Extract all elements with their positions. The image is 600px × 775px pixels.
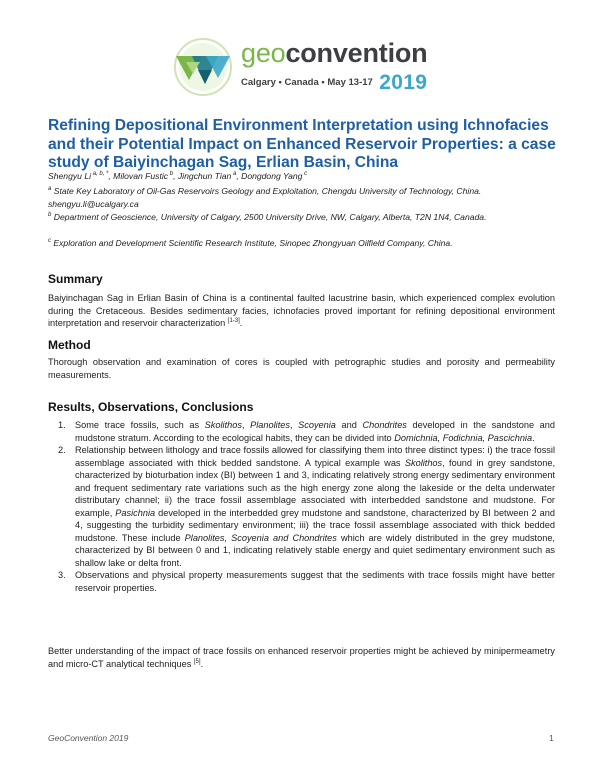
page-number: 1 xyxy=(549,733,554,743)
logo-geo: geo xyxy=(241,38,286,68)
affiliation-sup: b xyxy=(48,212,52,219)
item-text: Relationship between lithology and trace fossils allowed for classifying them into three distinct types: i) the trace fossil assemblage associated with thick bedded sandstone. A typical example was xyxy=(75,445,555,468)
affiliation-text: Exploration and Development Scientific Research Institute, Sinopec Zhongyuan Oilfield Company, China. xyxy=(53,238,453,248)
results-heading: Results, Observations, Conclusions xyxy=(48,400,254,414)
paper-title: Refining Depositional Environment Interpretation using Ichnofacies and their Potential Impact on Enhanced Reservoir Properties: a case study of Baiyinchagan Sag, Erlian Basin, China xyxy=(48,117,556,171)
item-text: Observations and physical property measurements suggest that the sediments with trace fossils might have better reservoir properties. xyxy=(75,570,555,593)
logo-convention: convention xyxy=(285,38,428,68)
closing-citation: [5] xyxy=(193,658,201,665)
closing-body: Better understanding of the impact of trace fossils on enhanced reservoir properties might be achieved by minipermeametry and micro-CT analytical techniques xyxy=(48,646,555,669)
geoconvention-emblem-icon xyxy=(168,34,238,104)
affiliation-text: Department of Geoscience, University of Calgary, 2500 University Drive, NW, Calgary, Alberta, T2N 1N4, Canada. xyxy=(53,212,487,222)
author-name: Shengyu Li xyxy=(48,171,92,181)
list-item xyxy=(48,569,555,594)
fossil-name: Chondrites xyxy=(362,420,407,430)
author-sup: c xyxy=(304,171,308,178)
list-item xyxy=(48,419,555,444)
author-sup: a, b, * xyxy=(92,171,109,178)
footer-conference: GeoConvention 2019 xyxy=(48,733,129,743)
fossil-name: Pasichnia xyxy=(115,507,156,518)
geoconvention-logo xyxy=(168,34,438,104)
summary-heading: Summary xyxy=(48,272,103,286)
affiliation-sup: a xyxy=(48,186,52,193)
method-text: Thorough observation and examination of cores is coupled with petrographic studies and porosity and permeability measurements. xyxy=(48,357,555,380)
summary-citation: [1-3] xyxy=(227,318,240,325)
fossil-name: Skolithos xyxy=(404,457,443,468)
summary-text: Baiyinchagan Sag in Erlian Basin of China is a continental faulted lacustrine basin, which experienced complex evolution during the Cretaceous. Besides sedimentary facies, ichnofacies proved important for refining depositional environment interpretation and reservoir characterization [1-3]. xyxy=(48,293,555,329)
fossil-name: Skolithos xyxy=(204,420,242,430)
list-item xyxy=(48,444,555,569)
affiliation xyxy=(48,185,558,211)
item-text: , xyxy=(241,420,251,430)
fossil-name: Planolites, Scoyenia and Chondrites xyxy=(184,532,337,543)
affiliation xyxy=(48,237,558,250)
logo-location: Calgary • Canada • May 13-17 xyxy=(241,77,373,88)
item-text: , xyxy=(289,420,299,430)
list-number: 2. xyxy=(58,445,66,455)
item-text: . xyxy=(532,432,535,443)
summary-body: Baiyinchagan Sag in Erlian Basin of China is a continental faulted lacustrine basin, which experienced complex evolution during the Cretaceous. Besides sedimentary facies, ichnofacies proved important for refining depositional environment interpretation and reservoir characterization xyxy=(48,293,555,329)
logo-subtitle xyxy=(241,72,427,94)
list-number: 3. xyxy=(58,570,66,580)
fossil-name: Scoyenia xyxy=(298,420,336,430)
author-sup: a xyxy=(232,171,237,178)
item-text: developed in the interbedded grey mudstone and sandstone, characterized by BI between 2 and 4, suggesting the turbidity sedimentary environment; iii) the trace fossil assemblage associated with thick bedded mudstone. These include xyxy=(75,507,555,543)
logo-year: 2019 xyxy=(379,71,428,94)
author-name: Milovan Fustic xyxy=(113,171,169,181)
affiliation-sup: c xyxy=(48,238,51,245)
results-list xyxy=(48,419,555,594)
item-text: , found in grey sandstone, characterized by bioturbation index (BI) between 1 and 3, indicating relatively strong energy sedimentary environment and frequent sedimentary rate variations such as the high energy zone along the lakeside or the delta underwater distributary channel; ii) the trace fossil assemblage associated with interbedded sandstone and mudstone. For example, xyxy=(75,457,555,518)
fossil-name: Planolites xyxy=(250,420,290,430)
method-heading: Method xyxy=(48,338,91,352)
item-text: and xyxy=(335,420,363,430)
affiliation xyxy=(48,211,558,224)
closing-text: Better understanding of the impact of trace fossils on enhanced reservoir properties might be achieved by minipermeametry and micro-CT analytical techniques [5]. xyxy=(48,646,555,669)
author-sup: b xyxy=(169,171,174,178)
author-name: Dongdong Yang xyxy=(241,171,303,181)
affiliation-text: State Key Laboratory of Oil-Gas Reservoirs Geology and Exploitation, Chengdu University of Technology, China. shengyu.li@ucalgary.ca xyxy=(48,186,482,209)
author-list: Shengyu Li $^{a, b, *}$, Milovan Fustic $^b$, Jingchun Tian $^a$, Dongdong Yang $^c$ xyxy=(48,171,308,181)
item-text: which are widely distributed in the grey mudstone, characterized by BI between 0 and 1, indicating relatively stable energy and quiet sedimentary environment such as shallow lake or delta front. xyxy=(75,532,555,568)
author-name: Jingchun Tian xyxy=(177,171,232,181)
list-number: 1. xyxy=(58,420,66,430)
item-text: Some trace fossils, such as xyxy=(75,420,205,430)
fossil-name: Domichnia, Fodichnia, Pascichnia xyxy=(394,432,533,443)
logo-wordmark xyxy=(241,38,427,68)
item-text: developed in the sandstone and mudstone stratum. According to the ecological habits, they can be divided into xyxy=(75,420,555,443)
